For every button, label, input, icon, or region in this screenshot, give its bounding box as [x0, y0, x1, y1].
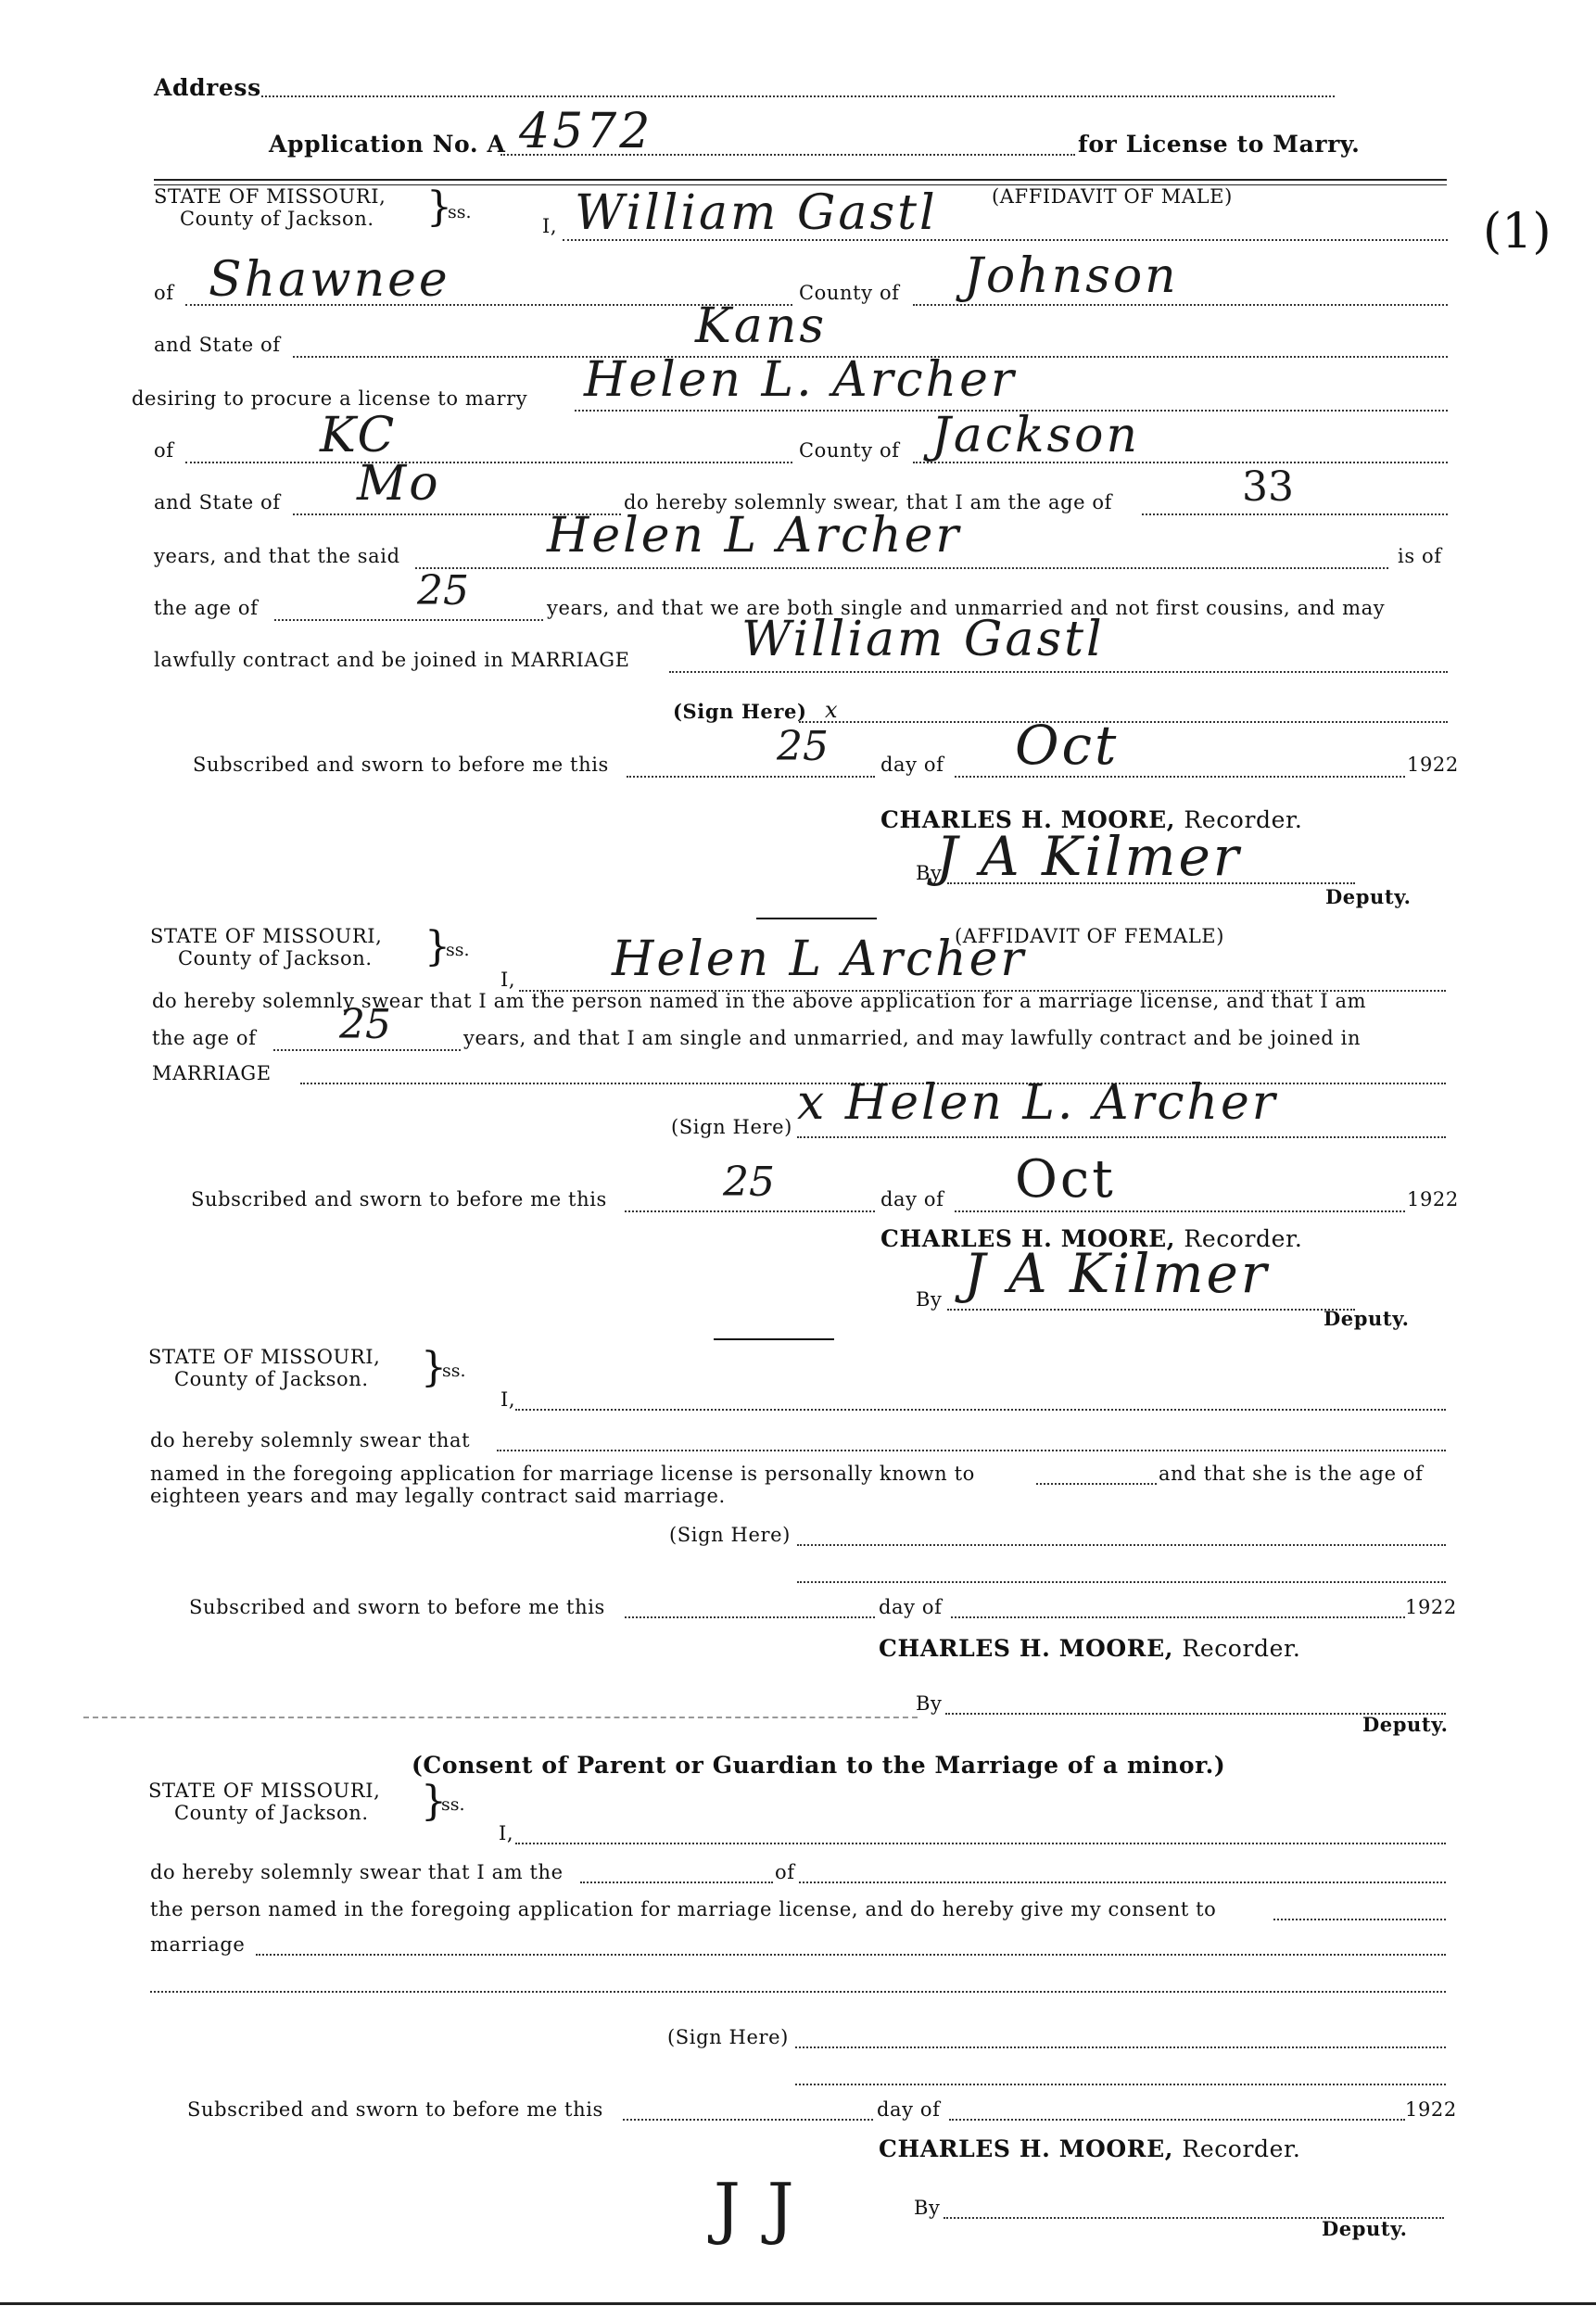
- application-label: Application No. A: [269, 131, 506, 158]
- lawfully-text: lawfully contract and be joined in MARRIAGE: [154, 649, 630, 671]
- consent-name-line: [515, 1843, 1446, 1844]
- female-deputy: Deputy.: [1324, 1307, 1410, 1330]
- consent-sign-here: (Sign Here): [667, 2026, 789, 2048]
- divider-1: [756, 918, 877, 919]
- consent-year: 1922: [1405, 2098, 1457, 2121]
- consent-recorder: [879, 2135, 1300, 2162]
- consent-person-text: the person named in the foregoing application for marriage license, and do hereby give my consent to: [150, 1898, 1217, 1920]
- consent-county: County of Jackson.: [174, 1802, 369, 1824]
- consent-of-label: of: [775, 1861, 795, 1883]
- female-title: (AFFIDAVIT OF FEMALE): [955, 925, 1224, 947]
- female-year: 1922: [1407, 1188, 1459, 1210]
- bride-name: Helen L. Archer: [584, 352, 1017, 408]
- female-brace: }: [424, 923, 450, 970]
- female-sign-line: [797, 1136, 1446, 1138]
- female-by: By: [916, 1288, 943, 1311]
- third-recorder-title: Recorder.: [1182, 1635, 1301, 1662]
- bride-name-2-line: [415, 567, 1388, 569]
- consent-subscribed: Subscribed and sworn to before me this: [187, 2098, 603, 2121]
- male-title: (AFFIDAVIT OF MALE): [992, 185, 1233, 208]
- male-sign-line: [799, 721, 1448, 723]
- female-day-of: day of: [880, 1188, 944, 1210]
- years-said-label: years, and that the said: [154, 545, 400, 567]
- male-state-value: Kans: [695, 298, 828, 354]
- male-day-line: [627, 776, 875, 778]
- consent-swear-text: do hereby solemnly swear that I am the: [150, 1861, 564, 1883]
- consent-marriage-line: [256, 1954, 1446, 1956]
- male-month: Oct: [1015, 714, 1120, 777]
- third-month-line: [951, 1616, 1405, 1618]
- bride-county-label: County of: [799, 439, 900, 462]
- male-county-line: [913, 304, 1448, 306]
- consent-recorder-name: CHARLES H. MOORE,: [879, 2135, 1174, 2162]
- male-swear-text: do hereby solemnly swear, that I am the age of: [624, 491, 1113, 513]
- third-ss: ss.: [442, 1361, 466, 1381]
- female-swear-text: do hereby solemnly swear that I am the person named in the above application for a marriage license, and that I am: [152, 990, 1367, 1012]
- scan-noise-line: [83, 1717, 918, 1718]
- page-mark: (1): [1483, 204, 1552, 260]
- male-ss: ss.: [448, 202, 472, 222]
- bride-city-line: [185, 462, 792, 463]
- consent-deputy: Deputy.: [1322, 2217, 1408, 2240]
- female-county: County of Jackson.: [178, 947, 373, 969]
- male-sign-here: (Sign Here): [673, 700, 807, 723]
- address-label: Address: [154, 74, 261, 101]
- female-state: STATE OF MISSOURI,: [150, 925, 383, 947]
- third-county: County of Jackson.: [174, 1368, 369, 1390]
- third-by: By: [916, 1692, 943, 1715]
- page-bottom-edge: [0, 2302, 1596, 2305]
- consent-day-line: [623, 2119, 873, 2121]
- consent-sign-line-1: [795, 2046, 1446, 2048]
- male-i-label: I,: [542, 215, 558, 237]
- male-and-state-label: and State of: [154, 334, 281, 356]
- third-deputy: Deputy.: [1362, 1713, 1449, 1736]
- male-by: By: [916, 862, 943, 884]
- third-day-line: [625, 1616, 875, 1618]
- consent-month-line: [949, 2119, 1405, 2121]
- female-age-of-label: the age of: [152, 1027, 257, 1049]
- female-deputy-line: [947, 1309, 1355, 1311]
- consent-brace: }: [421, 1778, 447, 1825]
- third-recorder-name: CHARLES H. MOORE,: [879, 1635, 1174, 1662]
- female-i-label: I,: [500, 969, 516, 991]
- consent-i-label: I,: [499, 1822, 514, 1844]
- third-swear-text: do hereby solemnly swear that: [150, 1429, 471, 1451]
- male-county-value: Johnson: [964, 248, 1179, 304]
- consent-state: STATE OF MISSOURI,: [148, 1780, 381, 1802]
- third-eighteen-text: eighteen years and may legally contract said marriage.: [150, 1485, 726, 1507]
- male-age-line: [1142, 513, 1448, 515]
- license-label: for License to Marry.: [1078, 131, 1361, 158]
- female-deputy-signature: J A Kilmer: [964, 1242, 1270, 1305]
- third-day-of: day of: [879, 1596, 943, 1618]
- consent-person-line: [1273, 1919, 1446, 1920]
- female-subscribed: Subscribed and sworn to before me this: [191, 1188, 607, 1210]
- male-county: County of Jackson.: [180, 208, 374, 230]
- bride-of-label: of: [154, 439, 174, 462]
- female-recorder-title: Recorder.: [1184, 1225, 1303, 1252]
- male-of-label: of: [154, 282, 174, 304]
- male-sign-mark: x: [825, 697, 838, 723]
- third-brace: }: [421, 1344, 447, 1391]
- address-line: [261, 95, 1335, 97]
- third-recorder: [879, 1635, 1300, 1662]
- female-marriage: MARRIAGE: [152, 1062, 272, 1084]
- consent-extra-line: [150, 1991, 1446, 1993]
- male-county-label: County of: [799, 282, 900, 304]
- consent-of-line: [799, 1882, 1446, 1883]
- application-number: 4572: [519, 104, 653, 159]
- bride-age: 25: [417, 567, 469, 615]
- male-age: 33: [1242, 463, 1294, 511]
- third-year: 1922: [1405, 1596, 1457, 1618]
- female-day: 25: [723, 1159, 775, 1206]
- consent-day-of: day of: [877, 2098, 941, 2121]
- male-city: Shawnee: [209, 252, 450, 308]
- female-month-line: [955, 1210, 1405, 1212]
- male-deputy: Deputy.: [1325, 885, 1412, 908]
- consent-sign-line-2: [795, 2084, 1446, 2085]
- third-sign-line-1: [797, 1544, 1446, 1546]
- female-ss: ss.: [446, 940, 470, 960]
- bride-city: KC: [320, 408, 398, 463]
- male-recorder-title: Recorder.: [1184, 806, 1303, 833]
- consent-marriage: marriage: [150, 1933, 246, 1956]
- is-of-label: is of: [1398, 545, 1442, 567]
- single-text: years, and that we are both single and unmarried and not first cousins, and may: [547, 597, 1386, 619]
- third-sign-here: (Sign Here): [669, 1524, 791, 1546]
- third-state: STATE OF MISSOURI,: [148, 1346, 381, 1368]
- third-known-line: [1036, 1483, 1157, 1485]
- female-name: Helen L Archer: [612, 931, 1027, 987]
- male-deputy-signature: J A Kilmer: [936, 825, 1242, 888]
- third-and-that-text: and that she is the age of: [1159, 1463, 1424, 1485]
- consent-relation-line: [580, 1882, 773, 1883]
- female-sign-here: (Sign Here): [671, 1116, 792, 1138]
- consent-title: (Consent of Parent or Guardian to the Marriage of a minor.): [412, 1752, 1226, 1779]
- header-rule: [154, 179, 1447, 185]
- bride-name-2: Helen L Archer: [547, 508, 962, 564]
- male-signature-line: [669, 671, 1448, 673]
- divider-2: [714, 1338, 834, 1340]
- female-years-text: years, and that I am single and unmarried, and may lawfully contract and be joined in: [463, 1027, 1362, 1049]
- desiring-label: desiring to procure a license to marry: [132, 387, 528, 410]
- bride-state: Mo: [357, 456, 441, 512]
- male-subscribed: Subscribed and sworn to before me this: [193, 754, 609, 776]
- male-day-of: day of: [880, 754, 944, 776]
- female-age: 25: [339, 1001, 391, 1048]
- bride-county: Jackson: [931, 408, 1140, 463]
- bride-age-of-label: the age of: [154, 597, 259, 619]
- male-signature: William Gastl: [741, 612, 1105, 667]
- bride-age-line: [274, 619, 543, 621]
- third-name-line: [515, 1409, 1446, 1411]
- female-signature: x Helen L. Archer: [797, 1075, 1278, 1131]
- female-month: Oct: [1015, 1149, 1116, 1210]
- male-name: William Gastl: [575, 185, 938, 241]
- male-brace: }: [426, 184, 452, 231]
- third-subscribed: Subscribed and sworn to before me this: [189, 1596, 605, 1618]
- female-day-line: [625, 1210, 875, 1212]
- bride-and-state-label: and State of: [154, 491, 281, 513]
- third-i-label: I,: [500, 1388, 516, 1411]
- female-age-line: [273, 1049, 461, 1051]
- male-day: 25: [777, 723, 829, 770]
- third-sign-line-2: [797, 1581, 1446, 1583]
- female-recorder-name: CHARLES H. MOORE,: [880, 1225, 1176, 1252]
- consent-ss: ss.: [441, 1794, 465, 1815]
- consent-recorder-title: Recorder.: [1182, 2135, 1301, 2162]
- third-swear-line: [497, 1450, 1446, 1451]
- third-named-text: named in the foregoing application for marriage license is personally known to: [150, 1463, 975, 1485]
- male-state: STATE OF MISSOURI,: [154, 185, 386, 208]
- bottom-mark: J J: [714, 2169, 797, 2247]
- consent-by: By: [914, 2197, 941, 2219]
- male-recorder-name: CHARLES H. MOORE,: [880, 806, 1176, 833]
- male-year: 1922: [1407, 754, 1459, 776]
